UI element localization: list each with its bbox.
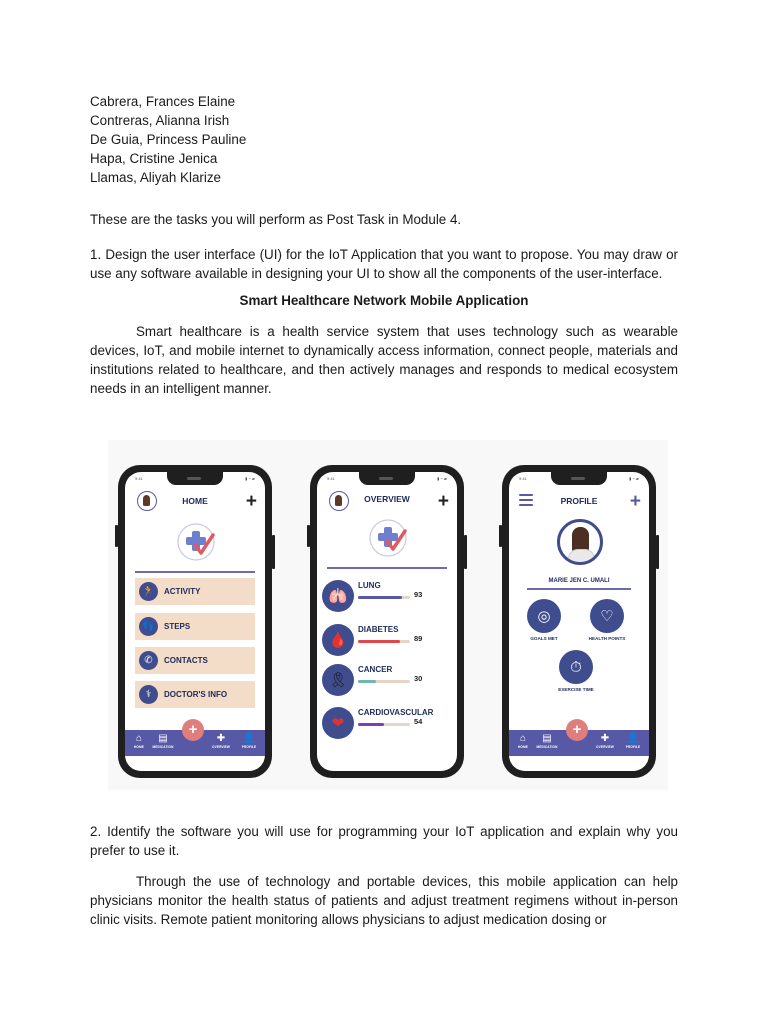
add-icon[interactable]: + <box>437 491 449 512</box>
ribbon-icon: 🎗 <box>322 664 354 696</box>
medication-icon: ▤ <box>158 733 168 744</box>
nav-home[interactable] <box>127 733 151 750</box>
footsteps-icon: 👣 <box>139 617 158 636</box>
runner-icon: 🏃 <box>139 582 158 601</box>
phone-profile <box>502 465 656 778</box>
card-steps[interactable] <box>135 613 255 640</box>
overview-icon: ✚ <box>216 733 226 744</box>
user-icon: 👤 <box>626 733 640 744</box>
stat-bar-fill <box>358 640 400 643</box>
stat-bar <box>358 723 410 726</box>
status-time: 9:41 <box>519 476 527 481</box>
nav-label: OVERVIEW <box>212 745 230 749</box>
section-title: Smart Healthcare Network Mobile Application <box>239 293 529 308</box>
stat-value: 54 <box>414 717 423 726</box>
overview-screen <box>317 472 457 771</box>
stat-bar <box>358 680 410 683</box>
stat-label: CARDIOVASCULAR <box>358 708 434 717</box>
exercise-time-button[interactable] <box>559 650 593 684</box>
card-contacts[interactable] <box>135 647 255 674</box>
stat-bar <box>358 640 410 643</box>
intro-paragraph: Smart healthcare is a health service system that uses technology such as wearable devices, IoT, and mobile internet to dynamically access information, connect people, materials and institutions related to healthcare, and then actively manages and responds to medical ecosystem needs in an intelligent manner. <box>90 324 678 396</box>
card-label: DOCTOR'S INFO <box>164 690 228 699</box>
health-cross-check-icon <box>175 521 217 563</box>
intro-text: These are the tasks you will perform as Post Task in Module 4. <box>90 212 462 227</box>
stat-value: 93 <box>414 590 423 599</box>
profile-screen <box>509 472 649 771</box>
author-name: Hapa, Cristine Jenica <box>90 151 218 166</box>
nav-label: PROFILE <box>625 745 641 749</box>
home-icon: ⌂ <box>135 733 143 744</box>
card-activity[interactable] <box>135 578 255 605</box>
nav-medication[interactable] <box>535 733 559 750</box>
status-icons: ▮ ◔ ▰ <box>245 476 255 481</box>
add-icon[interactable]: + <box>245 491 257 512</box>
divider <box>527 588 631 590</box>
heartbeat-icon: ♡ <box>600 608 614 625</box>
screen-title: HOME <box>182 496 208 506</box>
lungs-icon: 🫁 <box>322 580 354 612</box>
phone-overview <box>310 465 464 778</box>
author-name: Cabrera, Frances Elaine <box>90 94 236 109</box>
document-body-continued <box>90 822 678 929</box>
task-1-text: 1. Design the user interface (UI) for the IoT Application that you want to propose. You may draw or use any software available in designing your UI to show all the components of the user-interface. <box>90 247 678 281</box>
nav-overview[interactable] <box>209 733 233 750</box>
divider <box>135 571 255 573</box>
phone-home <box>118 465 272 778</box>
target-icon: ◎ <box>537 608 551 625</box>
status-icons: ▮ ◔ ▰ <box>629 476 639 481</box>
stat-bar-fill <box>358 723 384 726</box>
status-time: 9:41 <box>327 476 335 481</box>
home-screen <box>125 472 265 771</box>
nav-profile[interactable] <box>621 733 645 750</box>
closing-paragraph: Through the use of technology and portable devices, this mobile application can help physicians monitor the health status of patients and adjust treatment regimens without in-person clinic visits. Remote patient monitoring allows physicians to adjust medication dosing or <box>90 874 678 927</box>
card-label: CONTACTS <box>164 656 208 665</box>
nav-medication[interactable] <box>151 733 175 750</box>
add-icon[interactable]: + <box>629 491 641 512</box>
add-fab-button[interactable]: + <box>566 719 588 741</box>
stat-bar-fill <box>358 680 376 683</box>
author-name: De Guia, Princess Pauline <box>90 132 247 147</box>
card-label: STEPS <box>164 622 191 631</box>
stat-bar <box>358 596 410 599</box>
health-points-label: HEALTH POINTS <box>588 636 626 641</box>
health-cross-check-icon <box>367 517 409 559</box>
notch <box>551 472 607 485</box>
status-icons: ▮ ◔ ▰ <box>437 476 447 481</box>
document-body <box>90 92 678 398</box>
stat-value: 30 <box>414 674 423 683</box>
author-list <box>90 92 678 187</box>
stat-label: CANCER <box>358 665 393 674</box>
exercise-time-label: EXERCISE TIME <box>558 687 594 692</box>
stat-label: DIABETES <box>358 625 399 634</box>
heart-icon: ❤ <box>322 707 354 739</box>
stat-value: 89 <box>414 634 423 643</box>
overview-icon: ✚ <box>600 733 610 744</box>
nav-label: MEDICATION <box>536 745 558 749</box>
goals-met-label: GOALS MET <box>530 636 558 641</box>
doctor-icon: ⚕ <box>139 685 158 704</box>
home-icon: ⌂ <box>519 733 527 744</box>
nav-label: MEDICATION <box>152 745 174 749</box>
task-2-text: 2. Identify the software you will use for programming your IoT application and explain why you prefer to use it. <box>90 824 678 858</box>
stopwatch-icon: ⏱ <box>570 658 582 676</box>
medication-icon: ▤ <box>542 733 552 744</box>
notch <box>167 472 223 485</box>
screen-title: PROFILE <box>560 496 598 506</box>
nav-home[interactable] <box>511 733 535 750</box>
profile-name: MARIE JEN C. UMALI <box>548 578 610 584</box>
notch <box>359 472 415 485</box>
glucose-meter-icon: 🩸 <box>322 624 354 656</box>
phone-icon: ✆ <box>139 651 158 670</box>
screen-title: OVERVIEW <box>364 494 410 504</box>
nav-label: HOME <box>134 745 144 749</box>
divider <box>327 567 447 569</box>
nav-label: OVERVIEW <box>596 745 614 749</box>
nav-label: PROFILE <box>241 745 257 749</box>
card-label: ACTIVITY <box>164 587 201 596</box>
goals-met-button[interactable] <box>527 599 561 633</box>
author-name: Llamas, Aliyah Klarize <box>90 170 221 185</box>
stat-bar-fill <box>358 596 402 599</box>
profile-photo[interactable] <box>557 519 603 565</box>
status-time: 9:41 <box>135 476 143 481</box>
author-name: Contreras, Alianna Irish <box>90 113 230 128</box>
stat-label: LUNG <box>358 581 381 590</box>
add-fab-button[interactable]: + <box>182 719 204 741</box>
user-icon: 👤 <box>242 733 256 744</box>
nav-overview[interactable] <box>593 733 617 750</box>
health-points-button[interactable] <box>590 599 624 633</box>
card-doctors-info[interactable] <box>135 681 255 708</box>
nav-profile[interactable] <box>237 733 261 750</box>
mockup-figure <box>108 440 668 790</box>
nav-label: HOME <box>518 745 528 749</box>
